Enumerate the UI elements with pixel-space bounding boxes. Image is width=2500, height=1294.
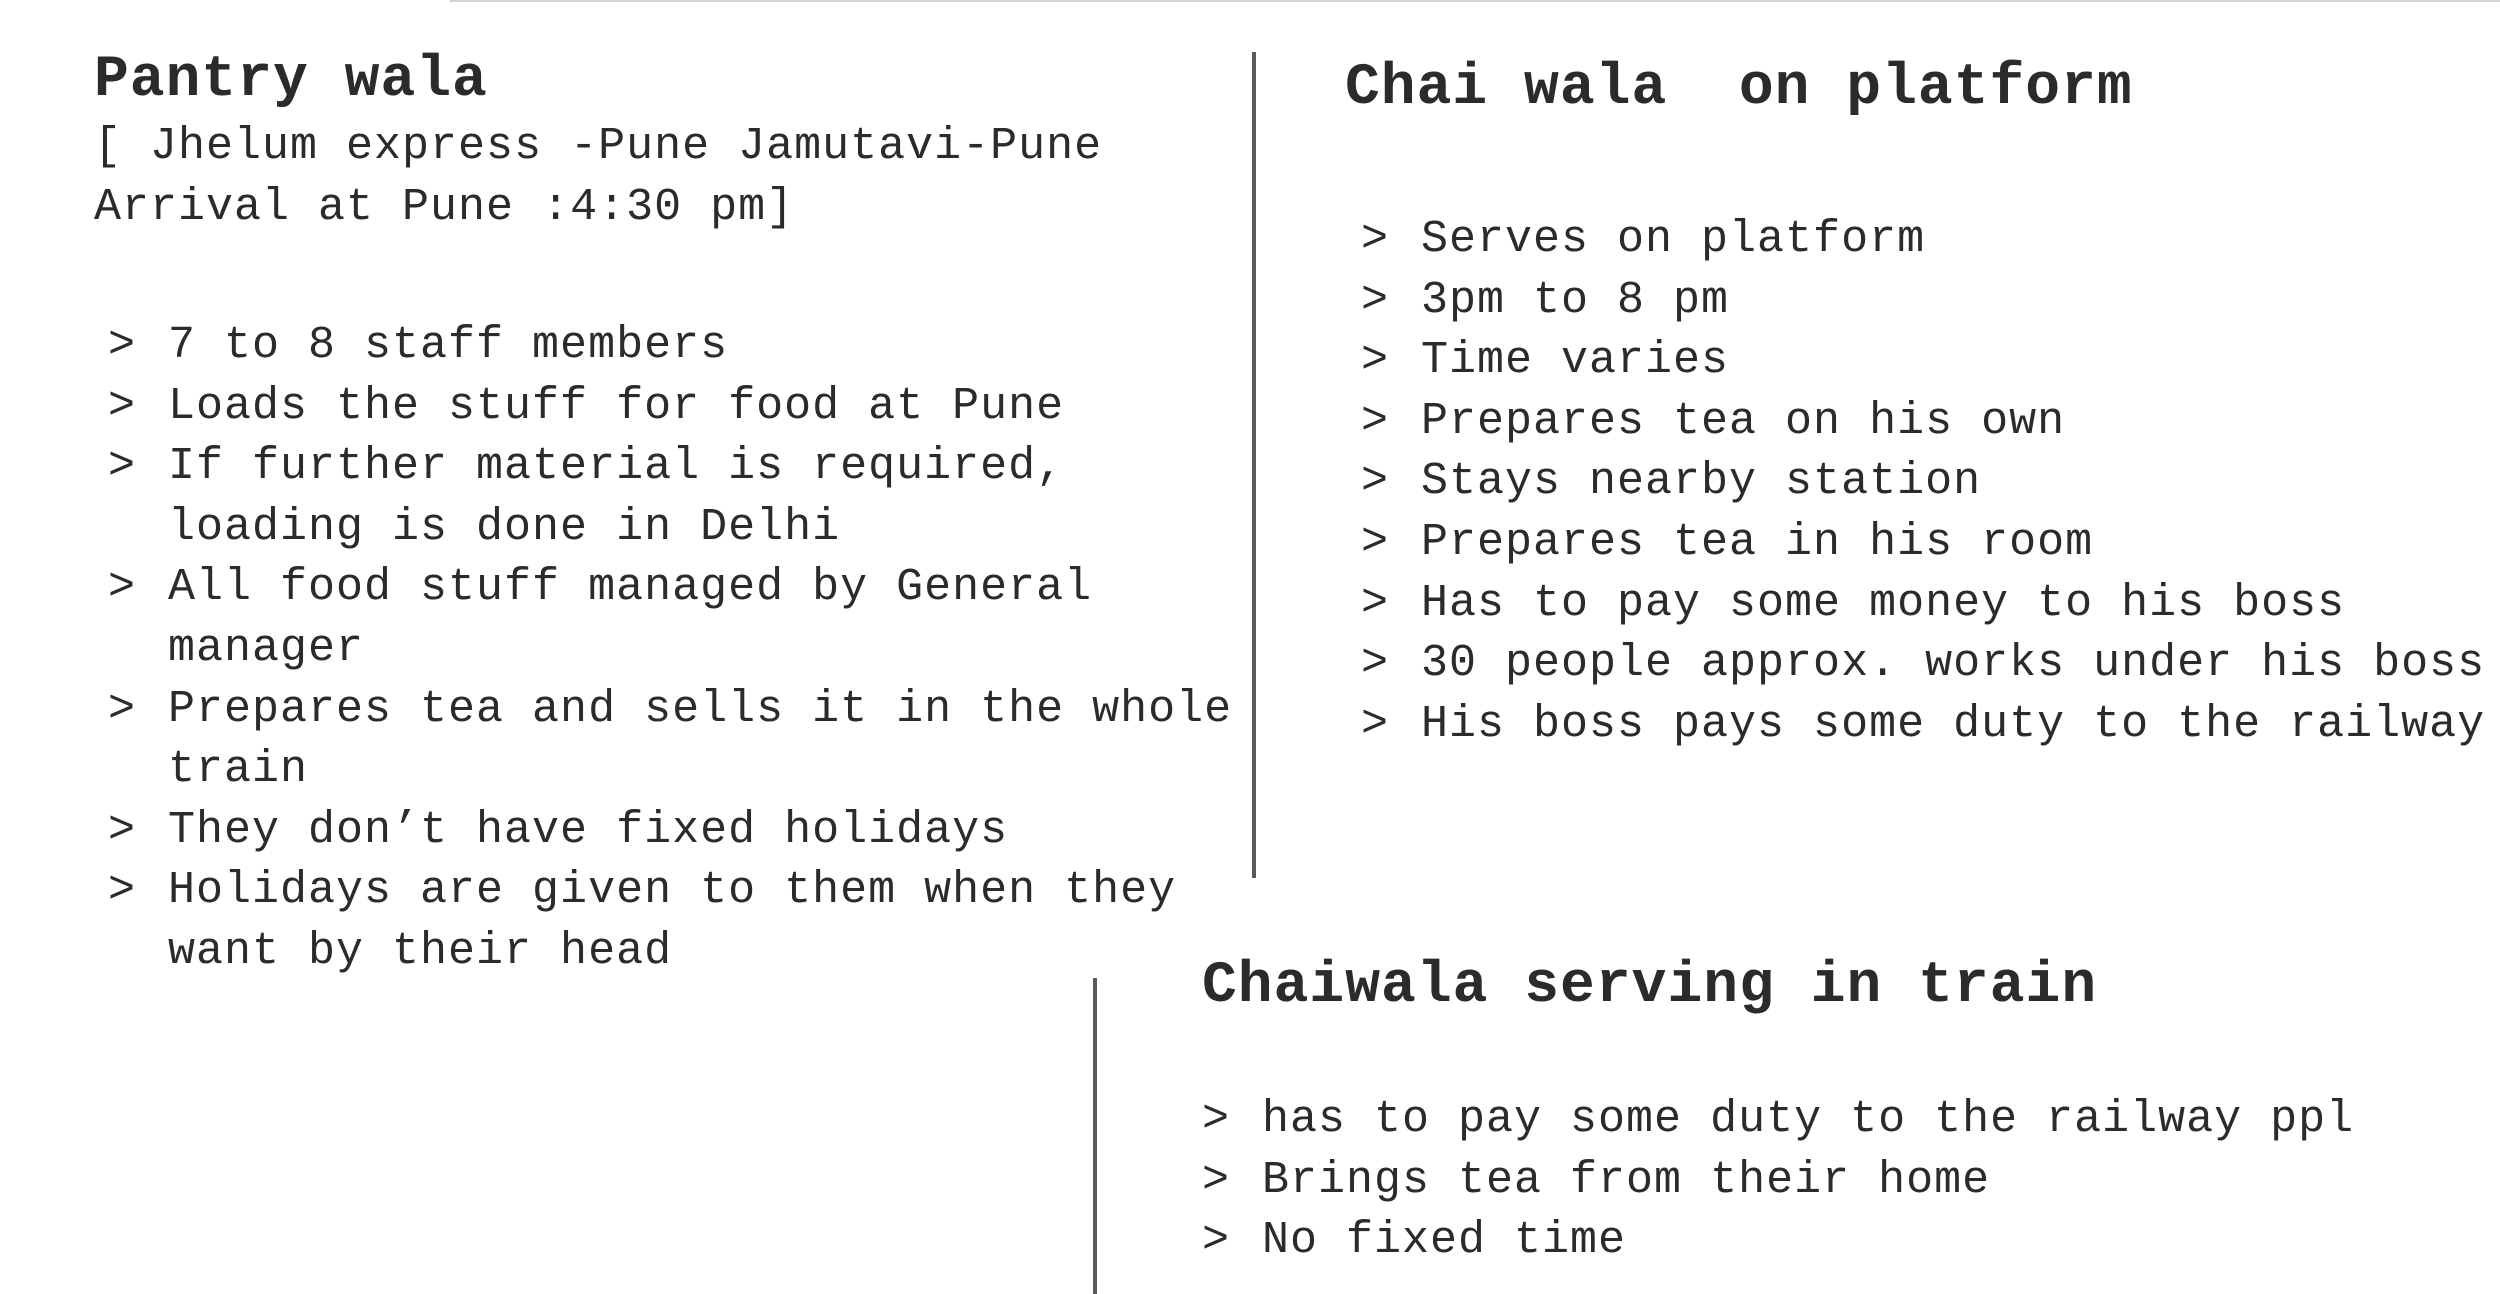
bullet-marker: >: [1361, 214, 1390, 265]
bullet-marker: >: [1361, 638, 1390, 690]
list-item: [108, 437, 1238, 558]
list-item: [1361, 574, 2491, 635]
pantry-wala-section: [94, 46, 1244, 983]
bullet-marker: >: [1361, 395, 1390, 447]
top-border-line: [450, 0, 2500, 2]
bullet-marker: >: [108, 320, 137, 371]
pantry-train-info-line-2: Arrival at Pune :4:30 pm]: [94, 182, 795, 233]
list-item: [1361, 331, 2491, 392]
pantry-title: Pantry wala: [94, 48, 488, 113]
list-item-text: They don’t have fixed holidays: [168, 804, 1009, 856]
bullet-marker: >: [1361, 698, 1390, 750]
list-item: [1361, 452, 2491, 513]
train-chaiwala-section: [1202, 952, 2492, 1272]
bullet-marker: >: [1361, 577, 1390, 629]
bullet-marker: >: [1361, 456, 1390, 508]
pantry-bullet-list: [108, 316, 1238, 983]
bullet-marker: >: [108, 562, 137, 614]
bullet-marker: >: [1361, 274, 1390, 326]
list-item: [1361, 210, 2491, 271]
list-item-text: His boss pays some duty to the railway: [1421, 698, 2486, 750]
train-bullet-list: [1202, 1090, 2492, 1272]
list-item: [108, 801, 1238, 862]
list-item-text: Time varies: [1421, 335, 1730, 387]
list-item: [108, 680, 1238, 801]
list-item: [108, 316, 1238, 377]
platform-title: Chai wala on platform: [1345, 56, 2133, 121]
pantry-train-info-line-1: [ Jhelum express -Pune Jamutavi-Pune: [94, 121, 1103, 172]
list-item: [1361, 513, 2491, 574]
platform-chaiwala-section: [1345, 54, 2495, 755]
list-item-text: Stays nearby station: [1421, 456, 1982, 508]
list-item: [108, 861, 1238, 982]
bullet-marker: >: [108, 804, 137, 856]
list-item: [108, 377, 1238, 438]
list-item-text: Prepares tea on his own: [1421, 395, 2066, 447]
platform-bullet-list: [1361, 210, 2491, 755]
list-item-text: Prepares tea in his room: [1421, 516, 2094, 568]
list-item-text: Serves on platform: [1421, 214, 1926, 265]
section-divider: [1093, 978, 1097, 1294]
column-divider: [1252, 52, 1256, 878]
bullet-marker: >: [108, 441, 137, 493]
bullet-marker: >: [108, 865, 137, 917]
list-item: [1361, 634, 2491, 695]
list-item-text: 7 to 8 staff members: [168, 320, 729, 371]
bullet-marker: >: [1361, 335, 1390, 387]
bullet-marker: >: [1361, 516, 1390, 568]
list-item-text: 3pm to 8 pm: [1421, 274, 1730, 326]
bullet-marker: >: [108, 683, 137, 735]
list-item-text: Holidays are given to them when they want by their head: [168, 865, 1177, 977]
bullet-marker: >: [1202, 1094, 1231, 1145]
list-item: [1202, 1211, 2492, 1272]
list-item: [1361, 695, 2491, 756]
list-item-text: Prepares tea and sells it in the whole train: [168, 683, 1233, 796]
list-item-text: 30 people approx. works under his boss: [1421, 638, 2486, 690]
list-item-text: has to pay some duty to the railway ppl: [1262, 1094, 2355, 1145]
list-item-text: All food stuff managed by General manager: [168, 562, 1093, 674]
list-item: [1202, 1090, 2492, 1151]
list-item-text: If further material is required, loading is done in Delhi: [168, 441, 1065, 553]
list-item: [1202, 1151, 2492, 1212]
bullet-marker: >: [1202, 1215, 1231, 1267]
bullet-marker: >: [108, 380, 137, 432]
train-title: Chaiwala serving in train: [1202, 954, 2098, 1019]
list-item-text: Loads the stuff for food at Pune: [168, 380, 1065, 432]
bullet-marker: >: [1202, 1154, 1231, 1206]
list-item-text: No fixed time: [1262, 1215, 1627, 1267]
list-item-text: Brings tea from their home: [1262, 1154, 1991, 1206]
list-item-text: Has to pay some money to his boss: [1421, 577, 2346, 629]
list-item: [1361, 271, 2491, 332]
list-item: [1361, 392, 2491, 453]
list-item: [108, 558, 1238, 679]
